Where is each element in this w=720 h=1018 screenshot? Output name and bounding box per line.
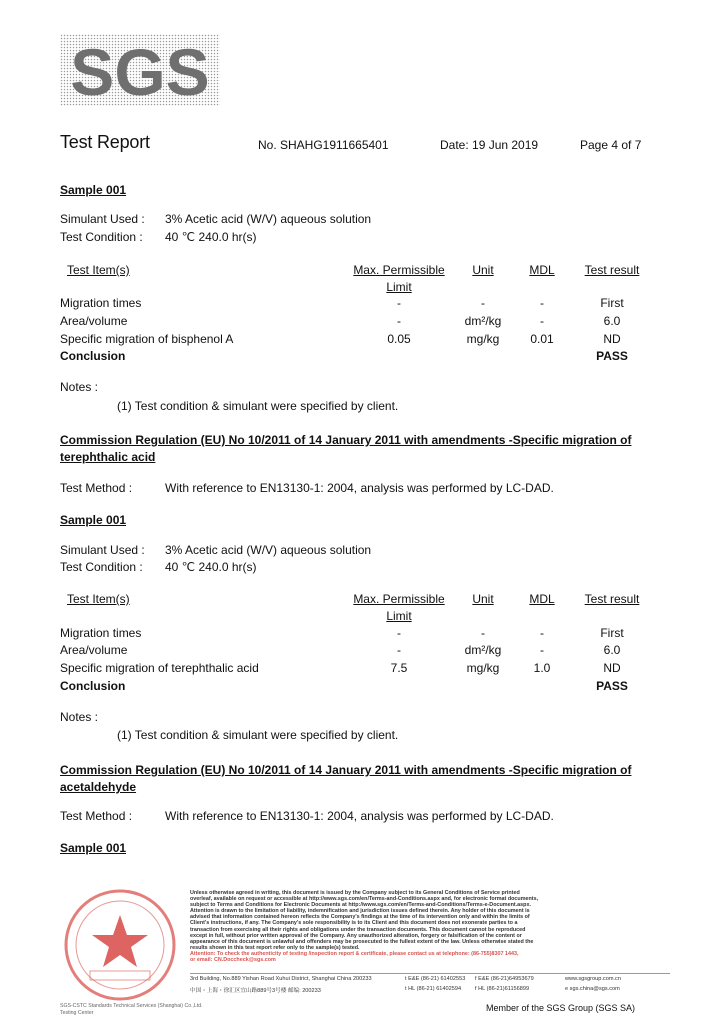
- simulant-label: Simulant Used :: [60, 212, 145, 226]
- sgs-logo-graphic: [60, 34, 220, 106]
- tel-ee: t E&E (86-21) 61402553: [405, 976, 466, 982]
- regulation-heading: Commission Regulation (EU) No 10/2011 of 14 January 2011 with amendments -Specific migration of: [60, 433, 632, 447]
- row-limit: -: [397, 296, 401, 310]
- disclaimer-line: transaction from exercising all their rights and obligations under the transaction documents. This document cannot be reproduced: [190, 926, 526, 933]
- row-item: Specific migration of bisphenol A: [60, 332, 234, 346]
- col-header-test-item: Test Item(s): [67, 263, 130, 277]
- website-link: www.sgsgroup.com.cn: [565, 976, 621, 982]
- row-limit: 0.05: [387, 332, 411, 346]
- test-method-label: Test Method :: [60, 481, 133, 495]
- col-header-mdl: MDL: [529, 263, 555, 277]
- disclaimer-line: Unless otherwise agreed in writing, this document is issued by the Company subject to its General Conditions of Service printed: [190, 890, 520, 896]
- row-item: Area/volume: [60, 314, 128, 328]
- row-result: 6.0: [603, 643, 621, 657]
- condition-value: 40 ℃ 240.0 hr(s): [165, 230, 257, 244]
- row-result: First: [600, 296, 624, 310]
- tel-hl: t HL (86-21) 61402594: [405, 986, 462, 992]
- row-limit: 7.5: [390, 661, 408, 675]
- col-header-test-item: Test Item(s): [67, 592, 130, 606]
- notes-label: Notes :: [60, 710, 99, 724]
- col-header-mdl: MDL: [529, 592, 555, 606]
- col-header-limit: Max. Permissible: [353, 592, 445, 606]
- test-method-value: With reference to EN13130-1: 2004, analysis was performed by LC-DAD.: [165, 809, 554, 823]
- simulant-value: 3% Acetic acid (W/V) aqueous solution: [165, 543, 372, 557]
- row-unit: dm²/kg: [464, 643, 502, 657]
- group-membership: Member of the SGS Group (SGS SA): [486, 1003, 636, 1013]
- regulation-heading: Commission Regulation (EU) No 10/2011 of 14 January 2011 with amendments -Specific migration of: [60, 763, 632, 777]
- stamp-seal-icon: [60, 885, 180, 1005]
- col-header-unit: Unit: [472, 263, 494, 277]
- row-item: Specific migration of terephthalic acid: [60, 661, 259, 675]
- fax-hl: f HL (86-21)61156899: [475, 986, 530, 992]
- condition-label: Test Condition :: [60, 560, 143, 574]
- row-limit: -: [397, 626, 401, 640]
- condition-label: Test Condition :: [60, 230, 143, 244]
- condition-value: 40 ℃ 240.0 hr(s): [165, 560, 257, 574]
- simulant-value: 3% Acetic acid (W/V) aqueous solution: [165, 212, 372, 226]
- row-result: First: [600, 626, 624, 640]
- disclaimer-line: subject to Terms and Conditions for Electronic Documents at http://www.sgs.com/en/Terms-and-Conditions/Terms-e-Document.aspx.: [190, 902, 531, 909]
- regulation-heading-line2: acetaldehyde: [60, 780, 137, 794]
- stamp-caption-2: Testing Center: [60, 1010, 94, 1016]
- row-mdl: -: [540, 314, 544, 328]
- disclaimer-line: results shown in this test report refer only to the sample(s) tested.: [190, 944, 360, 951]
- row-mdl: -: [540, 296, 544, 310]
- report-number: No. SHAHG1911665401: [258, 138, 389, 152]
- contact-email: e sgs.china@sgs.com: [565, 986, 620, 992]
- row-unit: -: [481, 626, 485, 640]
- disclaimer-line: except in full, without prior written approval of the Company. Any unauthorized alteration, forgery or falsification of the content or: [190, 932, 522, 939]
- notes-label: Notes :: [60, 380, 99, 394]
- footer-disclaimer: [190, 890, 670, 963]
- address-en: 3rd Building, No.889 Yishan Road Xuhui District, Shanghai China 200233: [190, 976, 372, 982]
- disclaimer-line: Client's instructions, if any. The Company's sole responsibility is to its Client and this document does not exonerate parties to a: [190, 920, 518, 927]
- test-method-value: With reference to EN13130-1: 2004, analysis was performed by LC-DAD.: [165, 481, 554, 495]
- row-mdl: 1.0: [533, 661, 551, 675]
- col-header-result: Test result: [584, 592, 640, 606]
- sgs-logo-text: SGS: [70, 35, 210, 106]
- row-mdl: 0.01: [530, 332, 554, 346]
- sgs-logo: [60, 34, 220, 106]
- row-unit: dm²/kg: [464, 314, 502, 328]
- company-stamp: [60, 885, 180, 1005]
- conclusion-label: Conclusion: [60, 349, 126, 363]
- col-header-limit-line2: Limit: [386, 280, 412, 294]
- fax-ee: f E&E (86-21)64953679: [475, 976, 534, 982]
- row-result: 6.0: [603, 314, 621, 328]
- disclaimer-line: appearance of this document is unlawful and offenders may be prosecuted to the fullest extent of the law. Unless otherwise stated the: [190, 938, 534, 945]
- report-date: Date: 19 Jun 2019: [440, 138, 539, 152]
- row-mdl: -: [540, 626, 544, 640]
- sample-heading: Sample 001: [60, 841, 127, 855]
- col-header-unit: Unit: [472, 592, 494, 606]
- col-header-result: Test result: [584, 263, 640, 277]
- row-unit: -: [481, 296, 485, 310]
- col-header-limit-line2: Limit: [386, 609, 412, 623]
- row-result: ND: [603, 661, 621, 675]
- note-text: (1) Test condition & simulant were specified by client.: [117, 728, 399, 742]
- sample-heading: Sample 001: [60, 513, 127, 527]
- stamp-caption: SGS-CSTC Standards Technical Services (Shanghai) Co.,Ltd.: [60, 1003, 203, 1009]
- note-text: (1) Test condition & simulant were specified by client.: [117, 399, 399, 413]
- col-header-limit: Max. Permissible: [353, 263, 445, 277]
- row-item: Migration times: [60, 626, 142, 640]
- row-limit: -: [397, 314, 401, 328]
- disclaimer-line: Attention is drawn to the limitation of liability, indemnification and jurisdiction issues defined therein. Any holder of this document is: [190, 908, 530, 915]
- page-number: Page 4 of 7: [580, 138, 642, 152]
- footer-divider: [190, 973, 670, 974]
- row-result: ND: [603, 332, 621, 346]
- sample-heading: Sample 001: [60, 183, 127, 197]
- test-method-label: Test Method :: [60, 809, 133, 823]
- report-title: Test Report: [60, 132, 150, 152]
- row-item: Migration times: [60, 296, 142, 310]
- row-item: Area/volume: [60, 643, 128, 657]
- row-unit: mg/kg: [466, 661, 500, 675]
- row-limit: -: [397, 643, 401, 657]
- authenticity-email: or email: CN.Doccheck@sgs.com: [190, 957, 276, 964]
- disclaimer-line: advised that information contained hereon reflects the Company's findings at the time of its intervention only and within the limits of: [190, 914, 530, 921]
- simulant-label: Simulant Used :: [60, 543, 145, 557]
- disclaimer-line: overleaf, available on request or accessible at http://www.sgs.com/en/Terms-and-Conditions.aspx and, for electronic format documents,: [190, 896, 539, 903]
- authenticity-notice: Attention: To check the authenticity of testing /inspection report & certificate, please contact us at telephone: (86-755)8307 1443,: [190, 950, 519, 957]
- regulation-heading-line2: terephthalic acid: [60, 450, 156, 464]
- row-unit: mg/kg: [466, 332, 500, 346]
- row-mdl: -: [540, 643, 544, 657]
- address-cn: 中国・上海・徐汇区宜山路889号3号楼 邮编: 200233: [190, 988, 321, 994]
- conclusion-value: PASS: [596, 679, 628, 693]
- conclusion-value: PASS: [596, 349, 628, 363]
- conclusion-label: Conclusion: [60, 679, 126, 693]
